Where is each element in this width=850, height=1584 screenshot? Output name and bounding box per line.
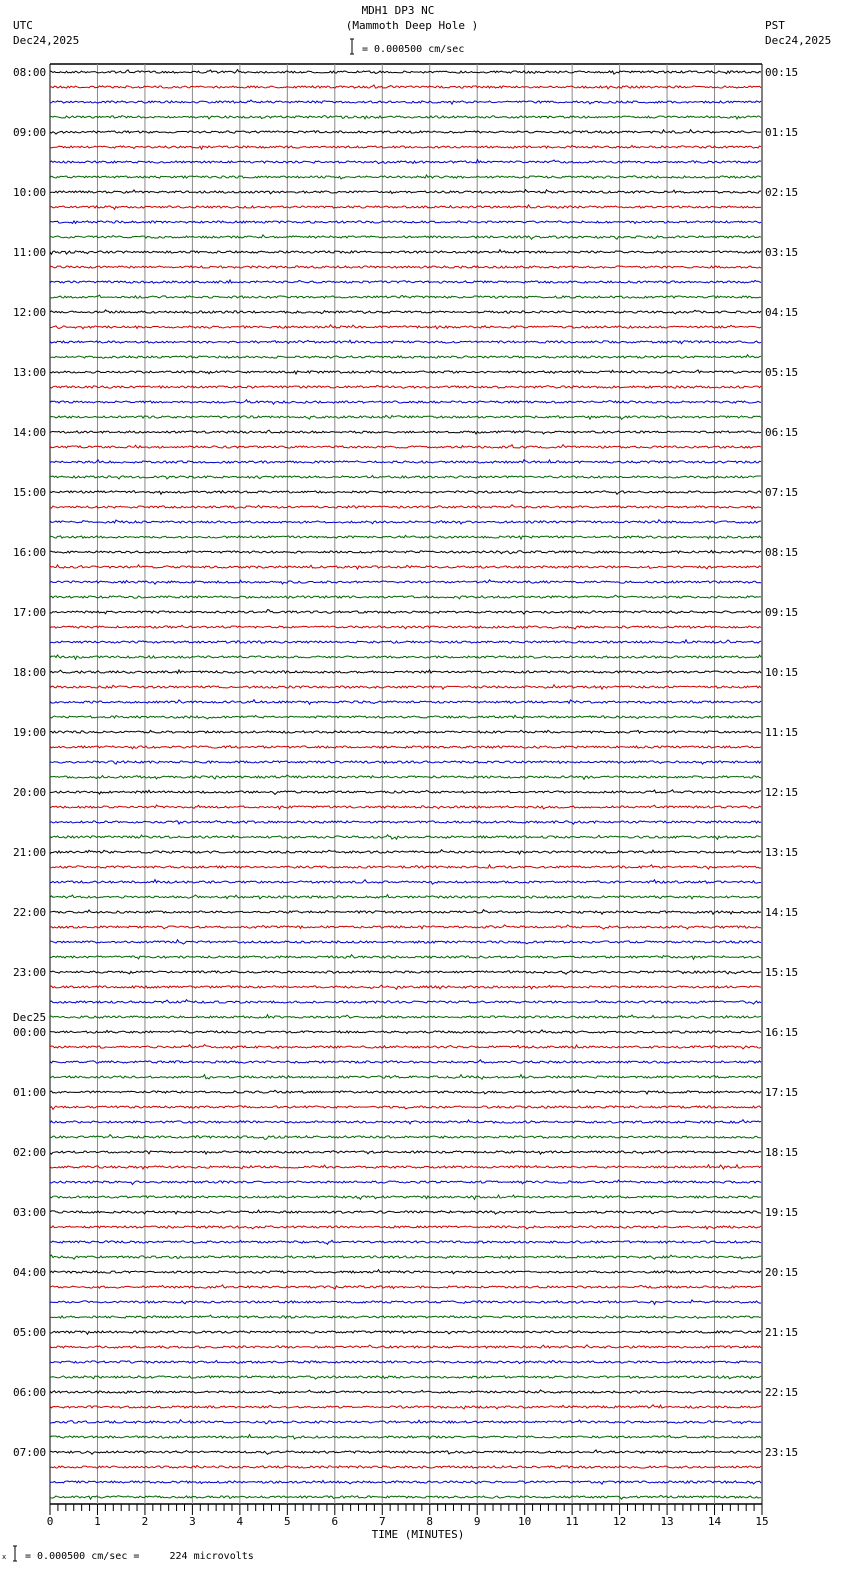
seismic-trace	[50, 880, 761, 885]
seismic-trace	[50, 1135, 761, 1140]
pst-time-label: 22:15	[765, 1386, 799, 1399]
seismic-trace	[50, 1405, 761, 1409]
seismic-trace	[50, 895, 761, 899]
seismic-trace	[50, 175, 761, 179]
seismic-trace	[50, 130, 761, 134]
footer-scale-label: = 0.000500 cm/sec = 224 microvolts	[25, 1551, 254, 1562]
seismic-trace	[50, 1060, 761, 1063]
pst-time-label: 01:15	[765, 126, 799, 139]
seismic-trace	[50, 761, 761, 764]
footer-prefix: x	[2, 1553, 7, 1561]
seismic-trace	[50, 1376, 761, 1379]
seismic-trace	[50, 565, 761, 569]
seismic-trace	[50, 940, 761, 944]
seismic-trace	[50, 850, 761, 854]
pst-time-label: 15:15	[765, 966, 799, 979]
x-tick-label: 10	[518, 1515, 532, 1528]
seismic-trace	[50, 670, 761, 674]
pst-time-label: 04:15	[765, 306, 799, 319]
x-tick-label: 14	[707, 1515, 722, 1528]
x-tick-label: 6	[331, 1515, 339, 1528]
seismic-trace	[50, 971, 761, 975]
seismic-trace	[50, 955, 761, 960]
seismic-trace	[50, 1030, 761, 1034]
utc-hour-label: 15:00	[13, 486, 47, 499]
seismic-trace	[50, 821, 761, 825]
seismic-trace	[50, 655, 761, 659]
seismic-trace	[50, 280, 761, 283]
seismic-trace	[50, 746, 761, 749]
station-subtitle: (Mammoth Deep Hole )	[345, 19, 479, 32]
seismic-trace	[50, 1496, 761, 1500]
seismic-trace	[50, 460, 761, 463]
utc-hour-label: 00:00	[13, 1026, 47, 1039]
seismic-trace	[50, 160, 761, 164]
seismic-trace	[50, 1000, 761, 1004]
seismic-trace	[50, 100, 761, 104]
seismic-trace	[50, 430, 761, 434]
seismic-trace	[50, 1045, 761, 1049]
pst-time-label: 02:15	[765, 186, 799, 199]
pst-time-label: 08:15	[765, 546, 799, 559]
seismic-trace	[50, 1420, 761, 1424]
seismic-trace	[50, 1466, 761, 1469]
pst-time-label: 13:15	[765, 846, 799, 859]
seismic-trace	[50, 685, 761, 689]
seismic-trace	[50, 355, 761, 358]
seismic-trace	[50, 190, 761, 194]
pst-time-label: 10:15	[765, 666, 799, 679]
x-tick-label: 5	[284, 1515, 291, 1528]
seismic-trace	[50, 610, 761, 614]
seismic-trace	[50, 1450, 761, 1454]
utc-hour-label: 01:00	[13, 1086, 47, 1099]
x-tick-label: 12	[612, 1515, 627, 1528]
utc-hour-label: 21:00	[13, 846, 47, 859]
pst-time-label: 23:15	[765, 1446, 799, 1459]
utc-hour-label: 23:00	[13, 966, 47, 979]
x-tick-label: 7	[378, 1515, 386, 1528]
pst-time-label: 07:15	[765, 486, 799, 499]
utc-hour-label: 22:00	[13, 906, 47, 919]
pst-time-label: 20:15	[765, 1266, 799, 1279]
utc-hour-label: 13:00	[13, 366, 47, 379]
pst-time-label: 06:15	[765, 426, 799, 439]
station-title: MDH1 DP3 NC	[361, 4, 435, 17]
seismic-trace	[50, 1195, 761, 1199]
date-change-label: Dec25	[13, 1011, 47, 1024]
x-tick-label: 4	[236, 1515, 244, 1528]
right-timezone: PST	[765, 19, 785, 32]
seismic-trace	[50, 1300, 761, 1305]
seismic-trace	[50, 520, 761, 524]
seismic-trace	[50, 835, 761, 840]
pst-time-label: 00:15	[765, 66, 799, 79]
left-timezone: UTC	[13, 19, 33, 32]
seismic-trace	[50, 1270, 761, 1274]
seismic-trace	[50, 925, 761, 929]
seismic-trace	[50, 700, 761, 705]
utc-hour-label: 08:00	[13, 66, 47, 79]
seismic-trace	[50, 235, 761, 239]
seismic-trace	[50, 790, 761, 795]
seismic-trace	[50, 415, 761, 419]
seismic-trace	[50, 1120, 761, 1124]
seismic-trace	[50, 116, 761, 120]
seismic-trace	[50, 295, 761, 298]
seismic-trace	[50, 1315, 761, 1318]
seismic-trace	[50, 805, 761, 809]
utc-hour-label: 02:00	[13, 1146, 47, 1159]
pst-time-label: 17:15	[765, 1086, 799, 1099]
seismic-trace	[50, 1106, 761, 1110]
seismic-trace	[50, 70, 761, 75]
utc-hour-label: 16:00	[13, 546, 47, 559]
seismic-trace	[50, 1210, 761, 1214]
seismic-trace	[50, 535, 761, 539]
seismic-trace	[50, 310, 761, 314]
seismic-trace	[50, 1285, 761, 1289]
seismic-trace	[50, 551, 761, 554]
x-axis-label: TIME (MINUTES)	[371, 1528, 465, 1541]
seismic-trace	[50, 221, 761, 224]
seismic-trace	[50, 1331, 761, 1334]
seismic-trace	[50, 85, 761, 89]
seismic-trace	[50, 386, 761, 389]
seismic-trace	[50, 1240, 761, 1244]
seismic-trace	[50, 1180, 761, 1184]
seismic-trace	[50, 910, 761, 915]
seismic-trace	[50, 491, 761, 495]
utc-hour-label: 10:00	[13, 186, 47, 199]
right-date: Dec24,2025	[765, 34, 832, 47]
seismic-trace	[50, 730, 761, 733]
utc-hour-label: 04:00	[13, 1266, 47, 1279]
pst-time-label: 19:15	[765, 1206, 799, 1219]
seismic-trace	[50, 1075, 761, 1080]
pst-time-label: 16:15	[765, 1026, 799, 1039]
pst-time-label: 12:15	[765, 786, 799, 799]
utc-hour-label: 03:00	[13, 1206, 47, 1219]
seismic-trace	[50, 1226, 761, 1229]
x-tick-label: 13	[660, 1515, 674, 1528]
pst-time-label: 03:15	[765, 246, 799, 259]
left-date: Dec24,2025	[13, 34, 80, 47]
seismic-trace	[50, 266, 761, 268]
utc-hour-label: 19:00	[13, 726, 47, 739]
seismic-trace	[50, 476, 761, 480]
utc-hour-label: 05:00	[13, 1326, 47, 1339]
x-tick-label: 9	[473, 1515, 481, 1528]
x-tick-label: 3	[189, 1515, 196, 1528]
scale-label: = 0.000500 cm/sec	[362, 44, 465, 55]
seismic-trace	[50, 1361, 761, 1364]
utc-hour-label: 14:00	[13, 426, 47, 439]
x-tick-label: 8	[426, 1515, 434, 1528]
seismic-trace	[50, 445, 761, 448]
seismic-trace	[50, 370, 761, 374]
seismic-trace	[50, 1151, 761, 1155]
seismic-trace	[50, 1165, 761, 1169]
seismic-trace	[50, 1345, 761, 1348]
pst-time-label: 11:15	[765, 726, 799, 739]
seismic-trace	[50, 1255, 761, 1259]
seismic-trace	[50, 145, 761, 149]
utc-hour-label: 12:00	[13, 306, 47, 319]
seismic-trace	[50, 340, 761, 344]
seismic-trace	[50, 625, 761, 629]
seismic-trace	[50, 640, 761, 643]
utc-hour-label: 17:00	[13, 606, 47, 619]
seismic-trace	[50, 1435, 761, 1439]
seismic-trace	[50, 865, 761, 869]
seismic-trace	[50, 595, 761, 599]
utc-hour-label: 11:00	[13, 246, 47, 259]
utc-hour-label: 09:00	[13, 126, 47, 139]
x-tick-label: 11	[565, 1515, 579, 1528]
seismic-trace	[50, 985, 761, 989]
seismic-trace	[50, 1390, 761, 1394]
seismic-trace	[50, 325, 761, 329]
seismic-trace	[50, 205, 761, 209]
pst-time-label: 21:15	[765, 1326, 799, 1339]
x-tick-label: 0	[46, 1515, 54, 1528]
seismic-trace	[50, 250, 761, 255]
seismic-trace	[50, 715, 761, 719]
footer-scale-bar-icon	[13, 1546, 17, 1561]
utc-hour-label: 20:00	[13, 786, 47, 799]
x-tick-label: 15	[755, 1515, 769, 1528]
seismic-trace	[50, 1480, 761, 1484]
x-tick-label: 1	[94, 1515, 101, 1528]
utc-hour-label: 18:00	[13, 666, 47, 679]
x-tick-label: 2	[141, 1515, 149, 1528]
seismic-trace	[50, 580, 761, 584]
seismic-trace	[50, 400, 761, 405]
pst-time-label: 09:15	[765, 606, 799, 619]
pst-time-label: 18:15	[765, 1146, 799, 1159]
scale-bar-icon	[350, 39, 354, 54]
pst-time-label: 14:15	[765, 906, 799, 919]
seismic-trace	[50, 505, 761, 509]
utc-hour-label: 06:00	[13, 1386, 47, 1399]
utc-hour-label: 07:00	[13, 1446, 47, 1459]
seismic-trace	[50, 1015, 761, 1019]
seismic-trace	[50, 1090, 761, 1094]
pst-time-label: 05:15	[765, 366, 799, 379]
seismic-trace	[50, 775, 761, 779]
